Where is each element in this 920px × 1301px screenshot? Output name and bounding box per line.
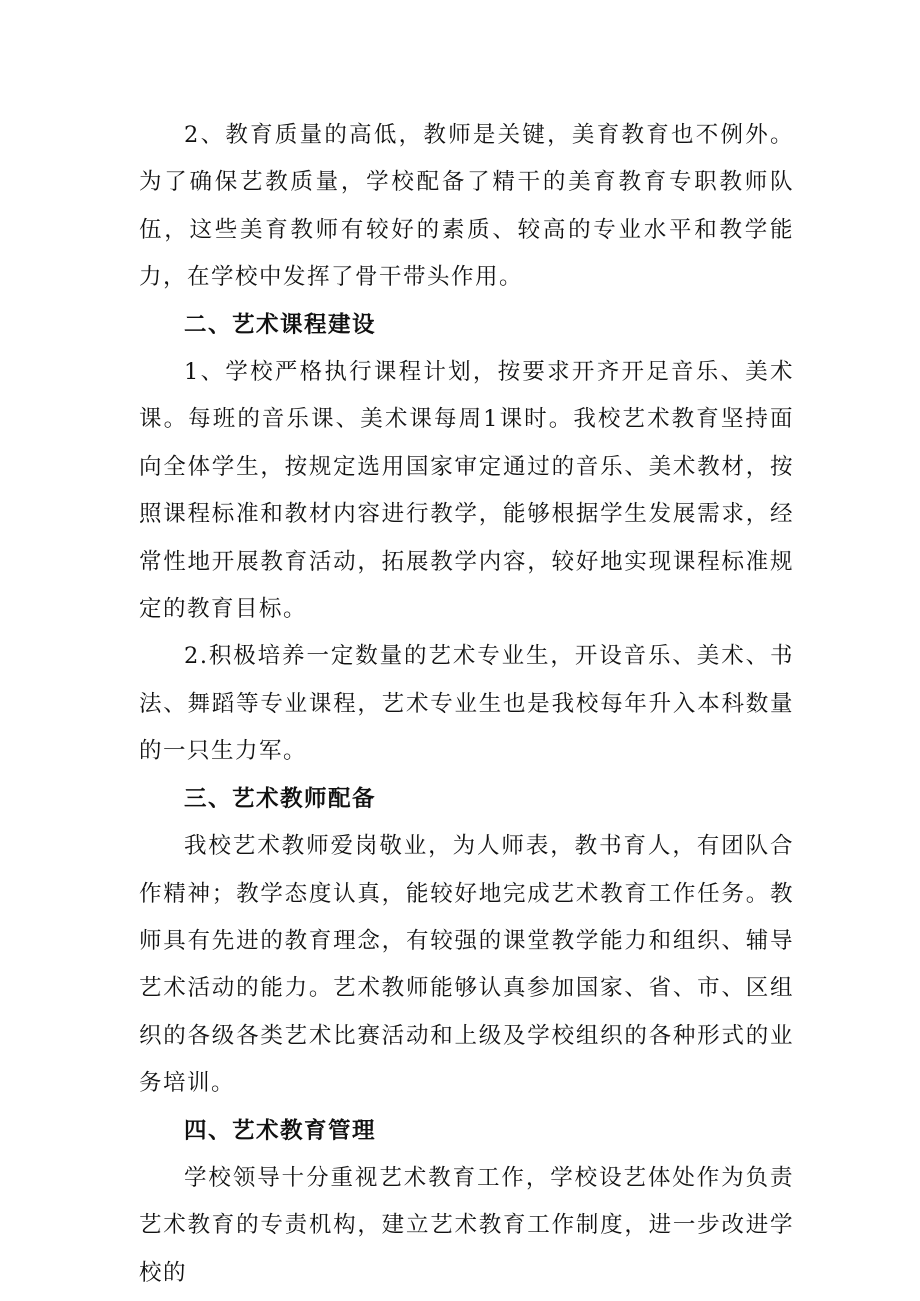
section-heading-management: 四、艺术教育管理 — [184, 1117, 377, 1144]
paragraph-management: 学校领导十分重视艺术教育工作，学校设艺体处作为负责艺术教育的专责机构，建立艺术教育工作制度，进一步改进学校的 — [139, 1164, 794, 1286]
paragraph-teacher-quality: 2、教育质量的高低，教师是关键，美育教育也不例外。为了确保艺教质量，学校配备了精干的美育教育专职教师队伍，这些美育教师有较好的素质、较高的专业水平和教学能力，在学校中发挥了骨干带头作用。 — [139, 122, 794, 291]
section-heading-curriculum: 二、艺术课程建设 — [184, 311, 377, 338]
section-heading-teachers: 三、艺术教师配备 — [184, 785, 377, 812]
paragraph-art-teachers: 我校艺术教师爱岗敬业，为人师表，教书育人，有团队合作精神；教学态度认真，能较好地完成艺术教育工作任务。教师具有先进的教育理念，有较强的课堂教学能力和组织、辅导艺术活动的能力。艺术教师能够认真参加国家、省、市、区组织的各级各类艺术比赛活动和上级及学校组织的各种形式的业务培训。 — [139, 833, 794, 1097]
paragraph-art-students: 2.积极培养一定数量的艺术专业生，开设音乐、美术、书法、舞蹈等专业课程，艺术专业生也是我校每年升入本科数量的一只生力军。 — [139, 643, 794, 765]
document-page — [139, 112, 794, 1297]
paragraph-curriculum-plan: 1、学校严格执行课程计划，按要求开齐开足音乐、美术课。每班的音乐课、美术课每周1课时。我校艺术教育坚持面向全体学生，按规定选用国家审定通过的音乐、美术教材，按照课程标准和教材内容进行教学，能够根据学生发展需求，经常性地开展教育活动，拓展教学内容，较好地实现课程标准规定的教育目标。 — [139, 359, 794, 623]
